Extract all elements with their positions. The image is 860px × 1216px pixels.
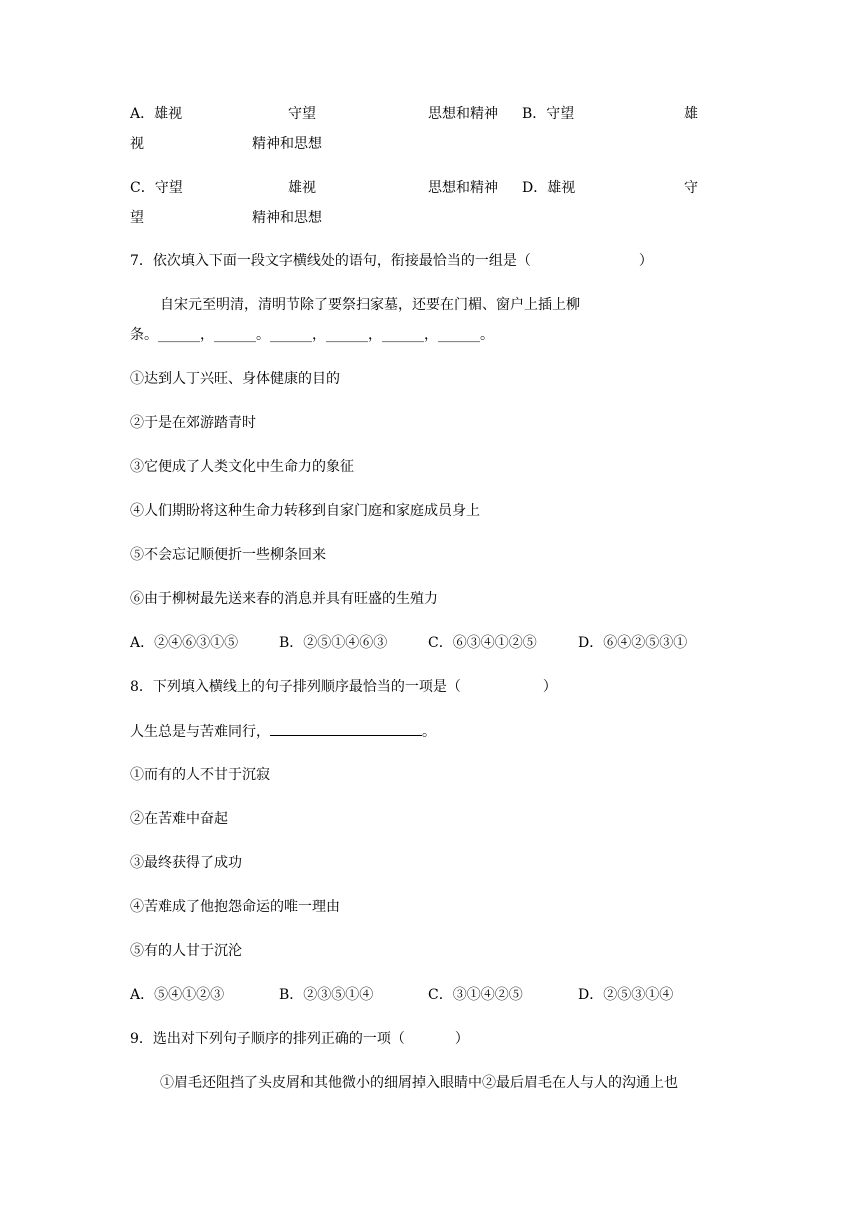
- q6-option-b-word2: 雄: [684, 106, 698, 122]
- q6-option-b-word3: 精神和思想: [252, 136, 322, 152]
- q6-option-c-label: C．守望: [130, 180, 183, 196]
- q8-item-4: ④苦难成了他抱怨命运的唯一理由: [130, 899, 340, 915]
- q6-option-d-label: D．雄视: [522, 180, 576, 196]
- q6-option-d-word2: 守: [684, 180, 698, 196]
- q6-option-a-word3: 思想和精神: [428, 106, 498, 122]
- q6-option-d-word2-cont: 望: [130, 210, 144, 226]
- q8-item-1: ①而有的人不甘于沉寂: [130, 767, 270, 783]
- q8-option-c: C．③①④②⑤: [428, 987, 523, 1003]
- q8-stem: [130, 677, 557, 697]
- q7-option-a: A．②④⑥③①⑤: [130, 635, 239, 651]
- q6-option-b-label: B．守望: [522, 106, 575, 122]
- q7-stem-close: ）: [638, 253, 653, 269]
- q7-stem: [130, 251, 653, 271]
- q6-option-c-word2: 雄视: [288, 180, 316, 196]
- q6-option-b-word2-cont: 视: [130, 136, 144, 152]
- q7-stem-text: 7．依次填入下面一段文字横线处的语句，衔接最恰当的一组是（: [130, 253, 531, 269]
- q7-item-3: ③它便成了人类文化中生命力的象征: [130, 459, 354, 475]
- q6-option-a-label: A．雄视: [130, 106, 183, 122]
- q6-option-a-word2: 守望: [288, 106, 316, 122]
- q9-stem-close: ）: [454, 1031, 469, 1047]
- q8-sentence-end: 。: [422, 724, 436, 740]
- q7-passage-line1: 自宋元至明清，清明节除了要祭扫家墓，还要在门楣、窗户上插上柳: [160, 297, 580, 313]
- q7-option-b: B．②⑤①④⑥③: [279, 635, 388, 651]
- q8-sentence-start: 人生总是与苦难同行，: [130, 724, 270, 740]
- q8-stem-close: ）: [542, 679, 557, 695]
- q7-item-4: ④人们期盼将这种生命力转移到自家门庭和家庭成员身上: [130, 503, 480, 519]
- q9-stem-text: 9．选出对下列句子顺序的排列正确的一项（: [130, 1031, 405, 1047]
- q8-option-b: B．②③⑤①④: [279, 987, 374, 1003]
- q7-item-2: ②于是在郊游踏青时: [130, 415, 256, 431]
- q8-item-3: ③最终获得了成功: [130, 855, 242, 871]
- q8-stem-text: 8．下列填入横线上的句子排列顺序最恰当的一项是（: [130, 679, 461, 695]
- q7-item-1: ①达到人丁兴旺、身体健康的目的: [130, 371, 340, 387]
- q7-passage-line2: 条。______，______。______，______，______，______。: [130, 327, 494, 343]
- q9-passage-line1: ①眉毛还阻挡了头皮屑和其他微小的细屑掉入眼睛中②最后眉毛在人与人的沟通上也: [160, 1075, 678, 1091]
- q8-answer-blank: [270, 721, 422, 736]
- q9-stem: [130, 1029, 469, 1049]
- q8-option-d: D．②⑤③①④: [578, 987, 674, 1003]
- q8-option-a: A．⑤④①②③: [130, 987, 225, 1003]
- q7-item-5: ⑤不会忘记顺便折一些柳条回来: [130, 547, 326, 563]
- q7-option-d: D．⑥④②⑤③①: [578, 635, 688, 651]
- q8-item-5: ⑤有的人甘于沉沦: [130, 943, 242, 959]
- q6-option-c-word3: 思想和精神: [428, 180, 498, 196]
- q7-item-6: ⑥由于柳树最先送来春的消息并具有旺盛的生殖力: [130, 591, 438, 607]
- q6-option-d-word3: 精神和思想: [252, 210, 322, 226]
- q8-sentence: [130, 721, 436, 742]
- q8-item-2: ②在苦难中奋起: [130, 811, 228, 827]
- q7-option-c: C．⑥③④①②⑤: [428, 635, 537, 651]
